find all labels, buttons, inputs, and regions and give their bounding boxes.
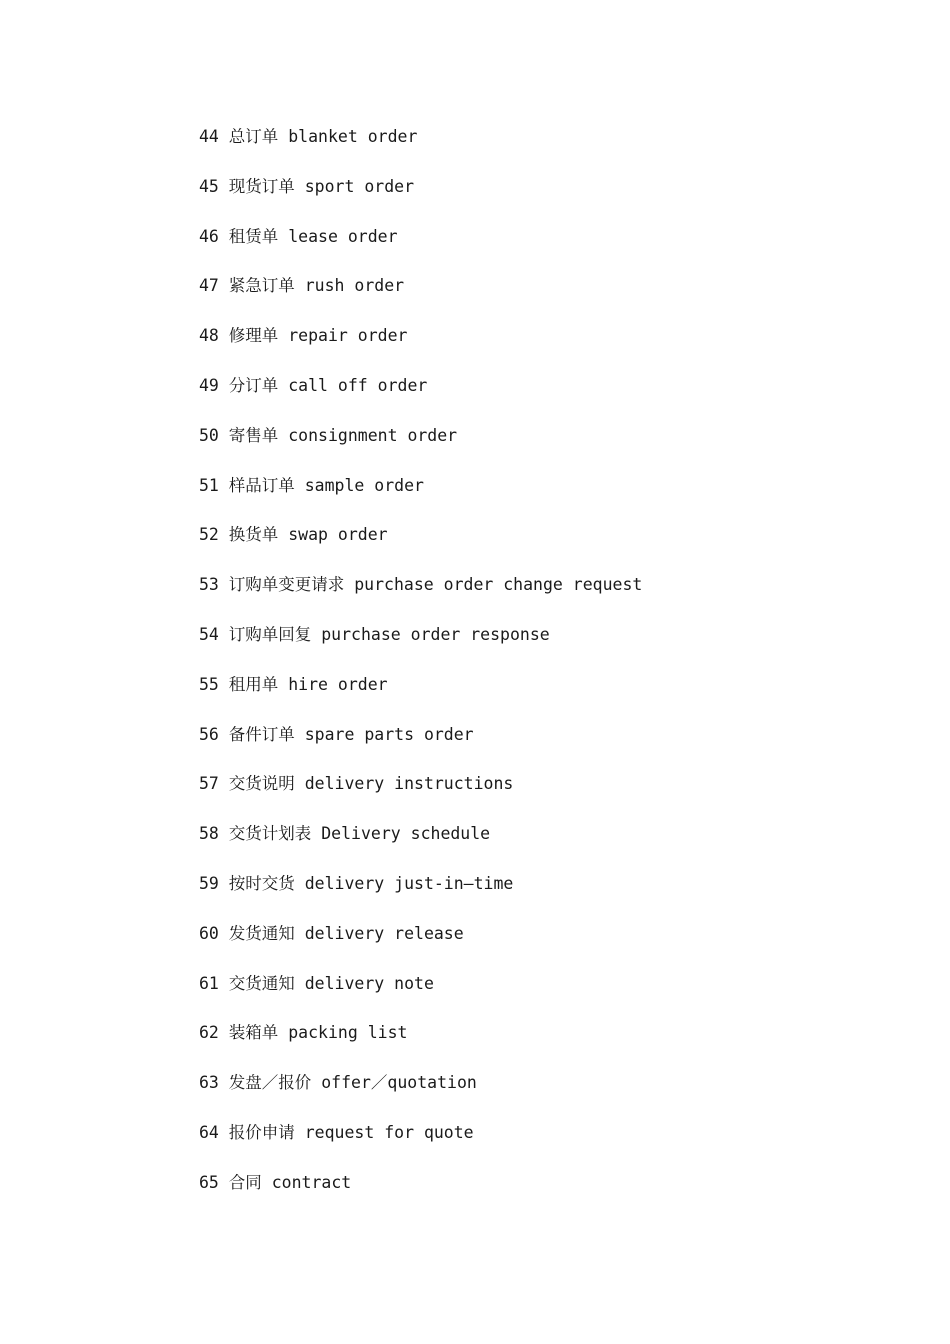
- list-item: 46 租赁单 lease order: [199, 226, 398, 246]
- list-item: 48 修理单 repair order: [199, 326, 408, 346]
- list-item: 64 报价申请 request for quote: [199, 1122, 474, 1142]
- list-item: 50 寄售单 consignment order: [199, 425, 458, 445]
- list-item: 49 分订单 call off order: [199, 375, 428, 395]
- list-item: 53 订购单变更请求 purchase order change request: [199, 575, 643, 595]
- list-item: 44 总订单 blanket order: [199, 127, 418, 146]
- list-item: 65 合同 contract: [199, 1172, 352, 1192]
- list-item: 58 交货计划表 Delivery schedule: [199, 824, 491, 844]
- list-item: 57 交货说明 delivery instructions: [199, 774, 514, 794]
- list-item: 61 交货通知 delivery note: [199, 973, 434, 993]
- list-item: 59 按时交货 delivery just-in—time: [199, 873, 514, 893]
- list-item: 45 现货订单 sport order: [199, 176, 415, 196]
- term-list: [199, 124, 642, 1220]
- list-item: 60 发货通知 delivery release: [199, 923, 464, 943]
- list-item: 47 紧急订单 rush order: [199, 276, 405, 296]
- list-item: 63 发盘／报价 offer／quotation: [199, 1073, 477, 1093]
- list-item: 51 样品订单 sample order: [199, 475, 424, 495]
- list-item: 55 租用单 hire order: [199, 674, 388, 694]
- list-item: 56 备件订单 spare parts order: [199, 724, 474, 744]
- list-item: 62 装箱单 packing list: [199, 1023, 408, 1043]
- list-item: 52 换货单 swap order: [199, 525, 388, 545]
- list-item: 54 订购单回复 purchase order response: [199, 624, 550, 644]
